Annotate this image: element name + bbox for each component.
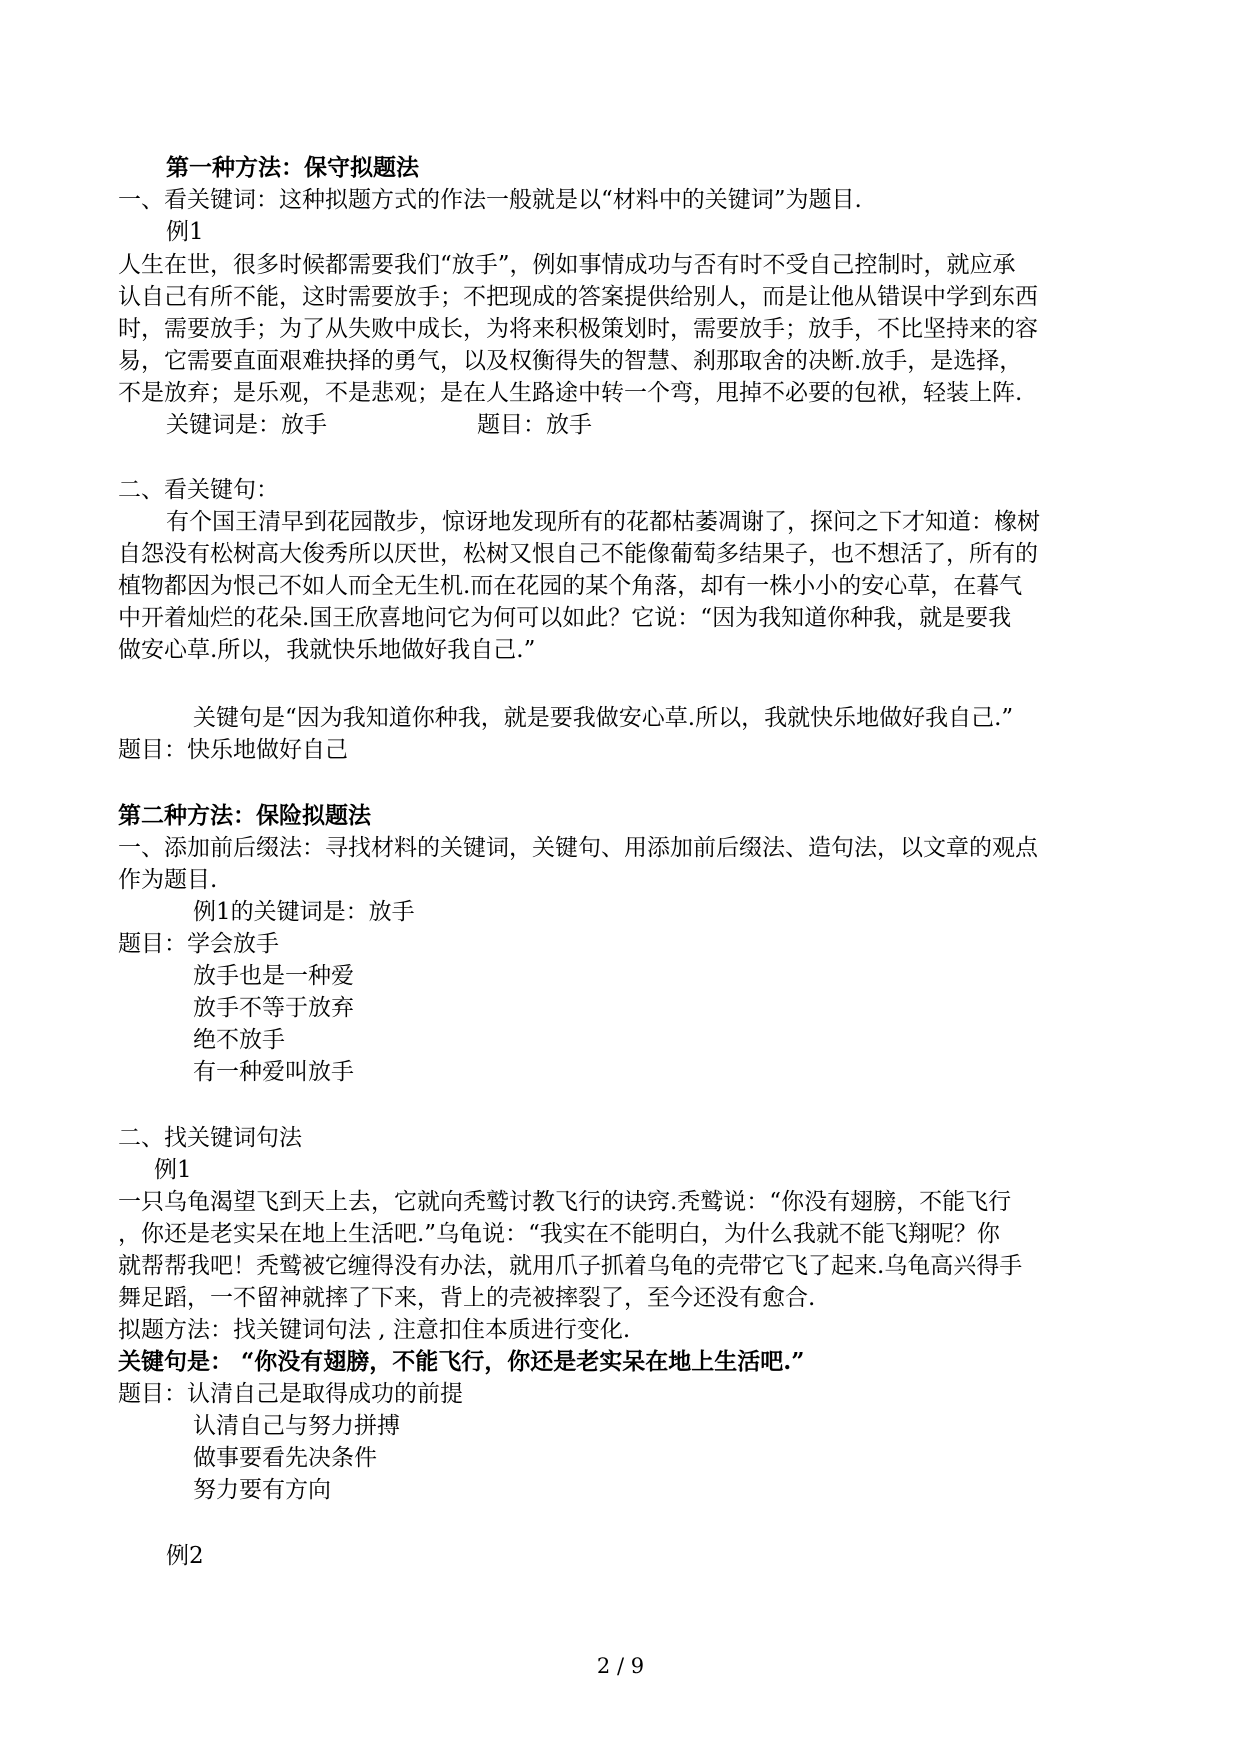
heading-method-2: 第二种方法：保险拟题法 xyxy=(118,802,371,829)
section-1-title: 一、看关键词：这种拟题方式的作法一般就是以“材料中的关键词”为题目. xyxy=(118,187,862,213)
paragraph-2-line-4: 中开着灿烂的花朵.国王欣喜地问它为何可以如此？它说：“因为我知道你种我，就是要我 xyxy=(118,605,1012,631)
method-2-keyword: 例1的关键词是：放手 xyxy=(193,899,415,925)
keyword-and-title-1 xyxy=(166,409,592,441)
paragraph-1-line-4: 易，它需要直面艰难抉择的勇气，以及权衡得失的智慧、刹那取舍的决断.放手，是选择， xyxy=(118,348,1023,374)
method-2-section-2-title: 二、找关键词句法 xyxy=(118,1125,302,1151)
heading-method-1: 第一种方法：保守拟题法 xyxy=(166,154,419,181)
paragraph-2-line-5: 做安心草.所以，我就快乐地做好我自己.” xyxy=(118,637,536,663)
paragraph-1-line-1: 人生在世，很多时候都需要我们“放手”，例如事情成功与否有时不受自己控制时，就应承 xyxy=(118,252,1016,278)
method-2-title-option: 放手也是一种爱 xyxy=(193,963,354,989)
method-2-title-option: 放手不等于放弃 xyxy=(193,995,354,1021)
title-2: 题目：快乐地做好自己 xyxy=(118,737,348,763)
method-2-title2-option: 认清自己与努力拼搏 xyxy=(193,1413,400,1439)
paragraph-3-line-1: 一只乌龟渴望飞到天上去，它就向秃鹫讨教飞行的诀窍.秃鹫说：“你没有翅膀，不能飞行 xyxy=(118,1189,1012,1215)
method-line: 拟题方法：找关键词句法 , 注意扣住本质进行变化. xyxy=(118,1317,631,1343)
key-sentence-3: 关键句是： “你没有翅膀，不能飞行，你还是老实呆在地上生活吧.” xyxy=(118,1348,805,1375)
paragraph-3-line-4: 舞足蹈，一不留神就摔了下来，背上的壳被摔裂了，至今还没有愈合. xyxy=(118,1285,816,1311)
method-2-title2-option: 做事要看先决条件 xyxy=(193,1445,377,1471)
paragraph-1-line-3: 时，需要放手；为了从失败中成长，为将来积极策划时，需要放手；放手，不比坚持来的容 xyxy=(118,316,1038,342)
key-sentence-2: 关键句是“因为我知道你种我，就是要我做安心草.所以，我就快乐地做好我自己.” xyxy=(193,705,1014,731)
section-2-title: 二、看关键句： xyxy=(118,477,279,503)
method-2-title-option: 有一种爱叫放手 xyxy=(193,1059,354,1085)
method-2-example-1-label: 例1 xyxy=(154,1157,192,1183)
method-2-title-option: 绝不放手 xyxy=(193,1027,285,1053)
paragraph-3-line-3: 就帮帮我吧！秃鹫被它缠得没有办法，就用爪子抓着乌龟的壳带它飞了起来.乌龟高兴得手 xyxy=(118,1253,1023,1279)
example-1-label: 例1 xyxy=(166,219,204,245)
example-2-label: 例2 xyxy=(166,1543,204,1569)
paragraph-1-line-5: 不是放弃；是乐观，不是悲观；是在人生路途中转一个弯，甩掉不必要的包袱，轻装上阵. xyxy=(118,380,1023,406)
method-2-section-1-line-2: 作为题目. xyxy=(118,867,218,893)
keyword-1: 关键词是：放手 xyxy=(166,412,327,438)
paragraph-2-line-1: 有个国王清早到花园散步，惊讶地发现所有的花都枯萎凋谢了，探问之下才知道：橡树 xyxy=(166,509,1040,535)
paragraph-1-line-2: 认自己有所不能，这时需要放手；不把现成的答案提供给别人，而是让他从错误中学到东西 xyxy=(118,284,1038,310)
paragraph-2-line-2: 自怨没有松树高大俊秀所以厌世，松树又恨自己不能像葡萄多结果子，也不想活了，所有的 xyxy=(118,541,1038,567)
method-2-title2-option: 努力要有方向 xyxy=(193,1477,331,1503)
paragraph-3-line-2: ，你还是老实呆在地上生活吧.”乌龟说：“我实在不能明白，为什么我就不能飞翔呢？你 xyxy=(118,1221,1000,1247)
title-1: 题目：放手 xyxy=(477,412,592,438)
method-2-section-1-line-1: 一、添加前后缀法：寻找材料的关键词，关键句、用添加前后缀法、造句法，以文章的观点 xyxy=(118,835,1038,861)
method-2-title2-label: 题目：认清自己是取得成功的前提 xyxy=(118,1381,463,1407)
method-2-title-label: 题目：学会放手 xyxy=(118,931,279,957)
page-number: 2 / 9 xyxy=(596,1654,645,1678)
paragraph-2-line-3: 植物都因为恨己不如人而全无生机.而在花园的某个角落，却有一株小小的安心草，在暮气 xyxy=(118,573,1023,599)
